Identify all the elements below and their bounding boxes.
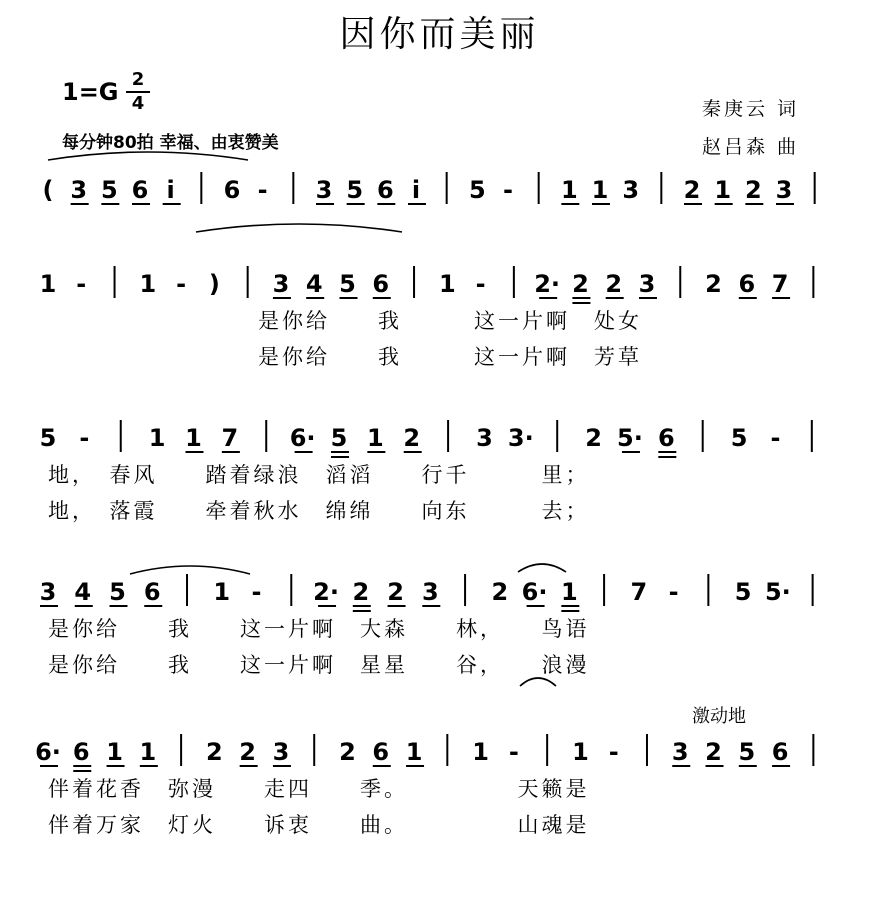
note: 3: [272, 270, 290, 298]
note: 4: [74, 578, 92, 606]
note: 5: [339, 270, 356, 298]
note: 1: [472, 738, 489, 766]
note: -: [176, 270, 187, 298]
composer-credit: 赵吕森 曲: [702, 136, 800, 158]
note: 5·: [617, 424, 643, 452]
note: 1: [39, 270, 57, 298]
note: -: [508, 738, 519, 766]
note: 2: [206, 738, 223, 766]
note: i: [411, 176, 421, 204]
note: 4: [305, 270, 323, 298]
note: -: [668, 578, 679, 606]
note: 3·: [507, 424, 534, 452]
note: 6: [72, 738, 90, 766]
note: -: [251, 578, 262, 606]
lyric-line: 地， 落霞 牵着秋水 绵绵 向东 去；: [48, 499, 590, 523]
lyric-line: 是你给 我 这一片啊 处女: [258, 309, 642, 333]
note: 1: [366, 424, 384, 452]
note: -: [257, 176, 268, 204]
note: 2: [403, 424, 421, 452]
note: 5·: [764, 578, 791, 606]
note: 5: [346, 176, 364, 204]
note: (: [42, 176, 54, 204]
note: 6: [372, 738, 390, 766]
note: 6: [657, 424, 675, 452]
lyric-line: 伴着花香 弥漫 走四 季。 天籁是: [48, 777, 590, 801]
note: 3: [315, 176, 333, 204]
note: 2: [605, 270, 623, 298]
note: 2: [585, 424, 602, 452]
note: 2: [491, 578, 509, 606]
lyric-line: 是你给 我 这一片啊 大森 林， 鸟语: [48, 617, 590, 641]
note: -: [475, 270, 486, 298]
note: -: [79, 424, 90, 452]
note: 5: [468, 176, 486, 204]
note: 5: [330, 424, 348, 452]
note: 1: [185, 424, 202, 452]
meter-numerator: 2: [131, 69, 145, 90]
note: 3: [622, 176, 640, 204]
note: 2: [683, 176, 701, 204]
note: 2·: [534, 270, 561, 298]
note: 5: [39, 424, 57, 452]
note: 2: [705, 738, 722, 766]
note: 6·: [289, 424, 316, 452]
note: 3: [638, 270, 656, 298]
note: 2: [339, 738, 356, 766]
note: 5: [734, 578, 752, 606]
note: 2: [705, 270, 722, 298]
lyricist-credit: 秦庚云 词: [702, 98, 800, 120]
note: 1: [714, 176, 732, 204]
note: 7: [771, 270, 789, 298]
note: 7: [221, 424, 239, 452]
tie-slur: [130, 566, 250, 574]
note: 5: [109, 578, 126, 606]
note: 6: [372, 270, 390, 298]
note: 1: [106, 738, 123, 766]
note: 5: [100, 176, 118, 204]
note: 5: [738, 738, 756, 766]
note: 3: [476, 424, 493, 452]
tie-slur: [196, 224, 402, 232]
note: 1: [139, 270, 157, 298]
key-signature: 1=G: [62, 78, 119, 106]
note: 6: [738, 270, 756, 298]
note: 1: [405, 738, 423, 766]
note: 6·: [521, 578, 548, 606]
note: 7: [630, 578, 648, 606]
note: 1: [572, 738, 589, 766]
note: 2·: [313, 578, 339, 606]
lyric-line: 是你给 我 这一片啊 星星 谷， 浪漫: [48, 653, 590, 677]
note: 1: [438, 270, 456, 298]
note: 1: [148, 424, 166, 452]
meter-denominator: 4: [131, 93, 145, 114]
tie-slur: [48, 152, 248, 160]
note: 1: [560, 176, 578, 204]
page-title: 因你而美丽: [339, 14, 540, 55]
note: 6: [143, 578, 161, 606]
note: ): [208, 270, 220, 298]
note: 1: [139, 738, 157, 766]
note: 2: [387, 578, 404, 606]
note: 6: [771, 738, 789, 766]
note: i: [166, 176, 175, 204]
note: -: [608, 738, 619, 766]
note: 6: [376, 176, 394, 204]
lyric-line: 伴着万家 灯火 诉衷 曲。 山魂是: [48, 813, 590, 837]
note: 1: [560, 578, 578, 606]
note: 1: [213, 578, 231, 606]
note: 3: [421, 578, 439, 606]
tempo-mood: 每分钟80拍 幸福、由衷赞美: [62, 133, 279, 153]
note: 2: [352, 578, 370, 606]
note: 3: [39, 578, 57, 606]
note: 6: [131, 176, 149, 204]
note: 3: [70, 176, 88, 204]
note: 2: [239, 738, 257, 766]
note: 3: [671, 738, 689, 766]
note: 3: [272, 738, 290, 766]
note: 2: [744, 176, 762, 204]
expression-mark: 激动地: [692, 706, 746, 727]
note: 5: [730, 424, 748, 452]
lyric-line: 是你给 我 这一片啊 芳草: [258, 345, 642, 369]
tie-slur: [520, 678, 556, 686]
note: 1: [591, 176, 609, 204]
note: 6: [223, 176, 241, 204]
lyric-line: 地， 春风 踏着绿浪 滔滔 行千 里；: [48, 463, 590, 487]
note: 3: [775, 176, 793, 204]
tie-slur: [518, 564, 566, 572]
note: 6·: [35, 738, 61, 766]
note: 2: [572, 270, 589, 298]
note: -: [770, 424, 781, 452]
note: -: [503, 176, 513, 204]
note: -: [76, 270, 87, 298]
